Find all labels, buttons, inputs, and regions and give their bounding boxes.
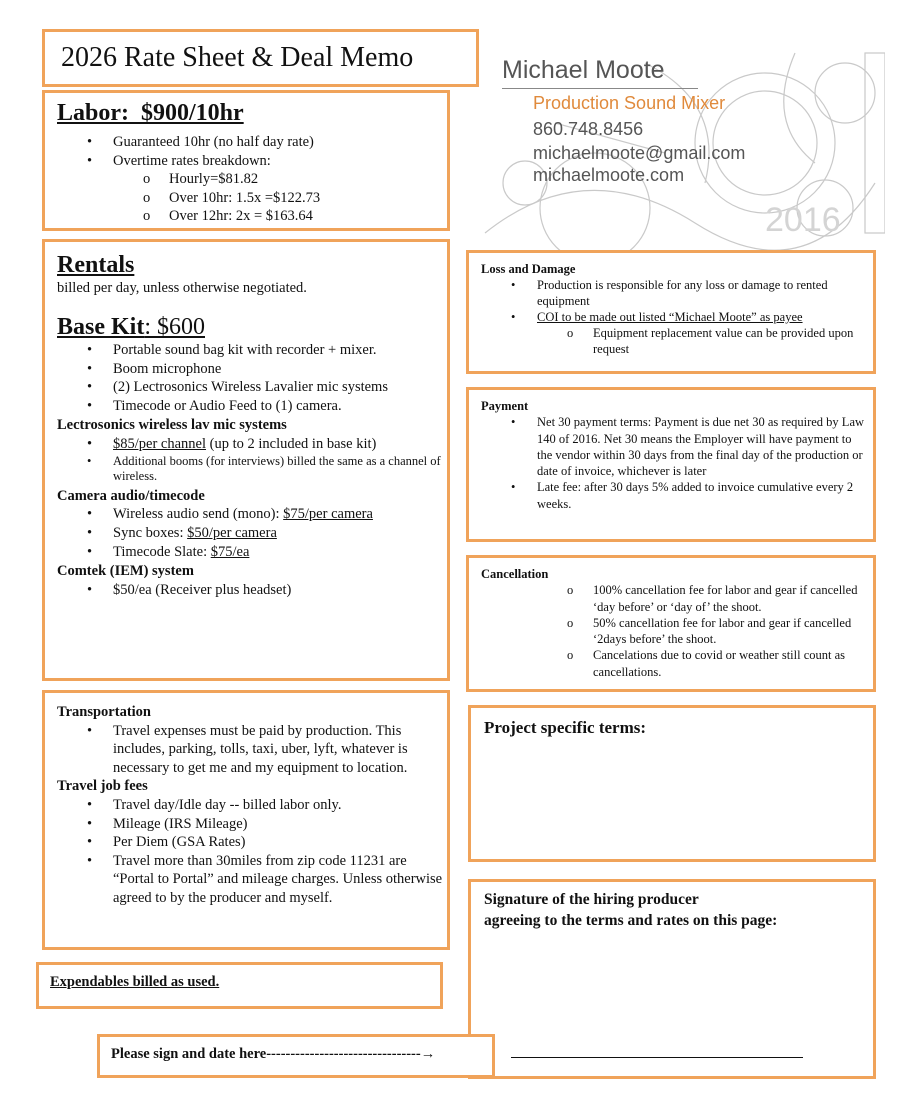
payment-box [466, 387, 876, 542]
contact-role: Production Sound Mixer [533, 93, 726, 113]
rentals-box [42, 239, 450, 681]
contact-email: michaelmoote@gmail.com [533, 143, 746, 163]
list-item: • Additional booms (for interviews) billed the same as a channel of wireless. [57, 454, 447, 484]
payment-heading: Payment [481, 399, 529, 413]
list-item: o Over 12hr: 2x = $163.64 [57, 207, 447, 226]
item-label: Wireless audio send (mono): [113, 506, 284, 523]
lav-price: $85/per channel [113, 435, 207, 452]
transportation-list [57, 722, 447, 778]
loss-damage-heading: Loss and Damage [481, 262, 576, 276]
labor-rate: $900/10hr [141, 100, 244, 126]
payment-list [481, 414, 866, 512]
list-item: • Timecode or Audio Feed to (1) camera. [57, 397, 447, 416]
loss-damage-box [466, 250, 876, 374]
list-item: o Over 10hr: 1.5x =$122.73 [57, 189, 447, 208]
lav-heading: Lectrosonics wireless lav mic systems [57, 416, 287, 433]
net30-label: Net 30 payment terms [537, 415, 648, 430]
list-item: • Production is responsible for any loss or damage to rented equipment [481, 277, 866, 309]
list-item: • Boom microphone [57, 360, 447, 379]
list-item [57, 505, 447, 524]
contact-name: Michael Moote [502, 56, 665, 84]
list-item: o 50% cancellation fee for labor and gear if cancelled ‘2days before’ the shoot. [481, 615, 866, 648]
loss-damage-list [481, 277, 866, 325]
list-item: • Portable sound bag kit with recorder + mixer. [57, 341, 447, 360]
labor-box [42, 90, 450, 231]
list-item: • Overtime rates breakdown: [57, 152, 447, 171]
list-item: o Cancelations due to covid or weather still count as cancellations. [481, 647, 866, 680]
page-title: 2026 Rate Sheet & Deal Memo [61, 42, 414, 73]
rentals-note: billed per day, unless otherwise negotiated. [57, 280, 307, 296]
base-kit-list [57, 341, 447, 416]
labor-list [57, 133, 447, 170]
list-item: o 100% cancellation fee for labor and gear if cancelled ‘day before’ or ‘day of’ the shoot. [481, 582, 866, 615]
list-item: • Mileage (IRS Mileage) [57, 815, 447, 834]
expendables-text: Expendables billed as used. [50, 974, 220, 990]
list-item: o Equipment replacement value can be provided upon request [481, 325, 866, 357]
list-item: • Travel day/Idle day -- billed labor only. [57, 796, 447, 815]
loss-damage-sublist [481, 325, 866, 357]
list-item: • (2) Lectrosonics Wireless Lavalier mic systems [57, 378, 447, 397]
expendables-box [36, 962, 443, 1009]
base-kit-label: Base Kit [57, 313, 145, 340]
travel-fees-heading: Travel job fees [57, 778, 148, 795]
list-item: • Travel more than 30miles from zip code 11231 are “Portal to Portal” and mileage charges. Unless otherwise agreed to by the producer and myself. [57, 852, 447, 908]
project-terms-heading: Project specific terms: [484, 718, 647, 737]
item-label: Timecode Slate: [113, 543, 211, 560]
item-price: $75/ea [210, 543, 250, 560]
cancellation-box [466, 555, 876, 692]
cancellation-list [481, 582, 866, 680]
rentals-heading: Rentals [57, 252, 135, 278]
lav-list [57, 435, 447, 484]
transportation-heading: Transportation [57, 704, 151, 720]
comtek-list [57, 581, 447, 600]
contact-website: michaelmoote.com [533, 165, 685, 185]
name-underline [502, 88, 698, 89]
title-box [42, 29, 479, 87]
base-kit-price: : $600 [144, 313, 205, 340]
list-item: • Travel expenses must be paid by production. This includes, parking, tolls, taxi, uber, lyft, whatever is necessary to get me and my equipment to location. [57, 722, 447, 778]
contact-block [465, 33, 885, 253]
lav-price-note: (up to 2 included in base kit) [206, 435, 377, 452]
travel-fees-list [57, 796, 447, 908]
signature-line1: Signature of the hiring producer [484, 891, 699, 908]
sign-here-box [97, 1034, 495, 1078]
signature-line2: agreeing to the terms and rates on this page: [484, 912, 778, 929]
base-kit-heading [57, 313, 447, 341]
list-item: • Per Diem (GSA Rates) [57, 833, 447, 852]
cancellation-heading: Cancellation [481, 567, 549, 581]
transportation-box [42, 690, 450, 950]
labor-heading [57, 100, 244, 127]
camera-heading: Camera audio/timecode [57, 487, 205, 504]
item-price: $75/per camera [283, 506, 373, 523]
signature-line[interactable] [511, 1057, 803, 1058]
list-item: • COI to be made out listed “Michael Moote” as payee [481, 309, 866, 325]
list-item [57, 543, 447, 562]
camera-list [57, 505, 447, 561]
signature-box[interactable] [468, 879, 876, 1079]
item-price: $50/per camera [187, 525, 277, 542]
project-terms-box [468, 705, 876, 862]
list-item [481, 414, 866, 479]
list-item [57, 435, 447, 454]
sign-here-text: Please sign and date here--------------------------------→ [111, 1046, 436, 1062]
labor-label: Labor: [57, 100, 129, 126]
overtime-list [57, 170, 447, 226]
item-label: Sync boxes: [113, 525, 188, 542]
net30-text: : Payment is due net 30 as required by Law 140 of 2016. Net 30 means the Employer will have payment to the vendor within 30 days from the final day of the production or date of invoice, whichever is later [537, 415, 865, 479]
list-item: • $50/ea (Receiver plus headset) [57, 581, 447, 600]
list-item: • Late fee: after 30 days 5% added to invoice cumulative every 2 weeks. [481, 479, 866, 512]
list-item: • Guaranteed 10hr (no half day rate) [57, 133, 447, 152]
comtek-heading: Comtek (IEM) system [57, 562, 194, 579]
logo-year: 2016 [765, 201, 841, 239]
list-item [57, 524, 447, 543]
list-item: o Hourly=$81.82 [57, 170, 447, 189]
contact-phone: 860.748.8456 [533, 119, 644, 139]
